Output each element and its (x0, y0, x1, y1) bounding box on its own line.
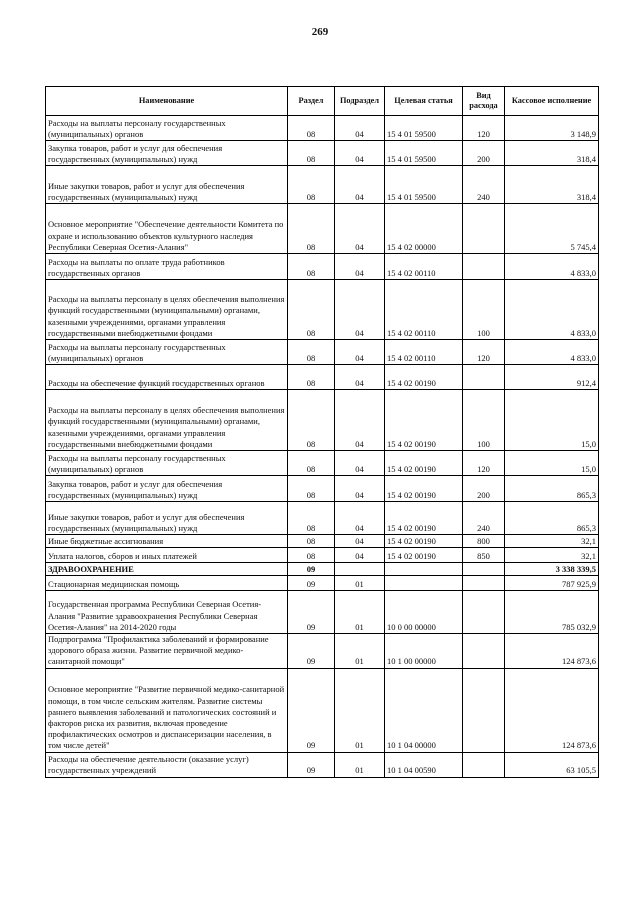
row-amount: 15,0 (505, 390, 599, 451)
row-subsection: 04 (335, 390, 385, 451)
row-name: Расходы на обеспечение деятельности (оказание услуг) государственных учреждений (46, 752, 288, 777)
row-expense-type (463, 576, 505, 591)
row-target-code: 10 0 00 00000 (385, 591, 463, 634)
table-row (46, 340, 599, 365)
row-expense-type: 100 (463, 280, 505, 340)
row-expense-type (463, 591, 505, 634)
table-row (46, 752, 599, 777)
row-section: 08 (288, 340, 335, 365)
table-row (46, 548, 599, 563)
row-name: Расходы на выплаты по оплате труда работников государственных органов (46, 254, 288, 280)
row-name: Государственная программа Республики Северная Осетия-Алания "Развитие здравоохранения Республики Северная Осетия-Алания" на 2014-2020 годы (46, 591, 288, 634)
row-subsection: 01 (335, 752, 385, 777)
row-amount: 5 745,4 (505, 204, 599, 254)
header-name: Наименование (46, 87, 288, 116)
row-target-code: 15 4 02 00110 (385, 254, 463, 280)
page-number: 269 (311, 26, 329, 38)
row-name: Расходы на выплаты персоналу государственных (муниципальных) органов (46, 340, 288, 365)
table-row (46, 563, 599, 576)
row-subsection: 01 (335, 668, 385, 752)
row-amount: 124 873,6 (505, 668, 599, 752)
row-target-code (385, 576, 463, 591)
row-expense-type: 100 (463, 390, 505, 451)
row-subsection: 04 (335, 502, 385, 535)
table-row (46, 116, 599, 141)
row-target-code: 15 4 02 00000 (385, 204, 463, 254)
row-amount: 124 873,6 (505, 634, 599, 669)
expenditure-table (45, 86, 599, 778)
row-amount: 865,3 (505, 502, 599, 535)
row-section: 08 (288, 141, 335, 166)
row-name: Закупка товаров, работ и услуг для обеспечения государственных (муниципальных) нужд (46, 141, 288, 166)
row-amount: 32,1 (505, 535, 599, 548)
row-target-code: 15 4 02 00110 (385, 280, 463, 340)
row-expense-type (463, 254, 505, 280)
row-section: 08 (288, 116, 335, 141)
row-amount: 15,0 (505, 451, 599, 476)
row-section: 09 (288, 563, 335, 576)
table-row (46, 668, 599, 752)
row-expense-type (463, 634, 505, 669)
row-name: Расходы на выплаты персоналу в целях обеспечения выполнения функций государственными (муниципальными) органами, казенными учреждениями, органами управления государственными внебюджетными фондами (46, 390, 288, 451)
table-row (46, 390, 599, 451)
row-target-code: 15 4 01 59500 (385, 141, 463, 166)
row-subsection: 04 (335, 340, 385, 365)
row-section: 09 (288, 576, 335, 591)
row-target-code: 10 1 00 00000 (385, 634, 463, 669)
row-amount: 318,4 (505, 141, 599, 166)
row-amount: 912,4 (505, 365, 599, 390)
header-cash-execution: Кассовое исполнение (505, 87, 599, 116)
row-expense-type: 200 (463, 141, 505, 166)
row-name: Расходы на выплаты персоналу в целях обеспечения выполнения функций государственными (муниципальными) органами, казенными учреждениями, органами управления государственными внебюджетными фондами (46, 280, 288, 340)
row-expense-type: 200 (463, 476, 505, 502)
row-name: Иные закупки товаров, работ и услуг для обеспечения государственных (муниципальных) нужд (46, 502, 288, 535)
row-expense-type (463, 365, 505, 390)
row-amount: 865,3 (505, 476, 599, 502)
table-row (46, 204, 599, 254)
row-amount: 4 833,0 (505, 340, 599, 365)
row-target-code: 15 4 02 00190 (385, 451, 463, 476)
row-section: 09 (288, 591, 335, 634)
row-target-code: 15 4 01 59500 (385, 116, 463, 141)
row-name: Расходы на обеспечение функций государственных органов (46, 365, 288, 390)
row-section: 09 (288, 634, 335, 669)
row-expense-type (463, 752, 505, 777)
row-subsection: 04 (335, 548, 385, 563)
table-row (46, 502, 599, 535)
row-target-code: 15 4 02 00190 (385, 390, 463, 451)
row-expense-type: 120 (463, 451, 505, 476)
row-target-code: 15 4 02 00190 (385, 502, 463, 535)
row-amount: 4 833,0 (505, 280, 599, 340)
row-section: 08 (288, 254, 335, 280)
row-target-code: 15 4 02 00190 (385, 548, 463, 563)
table-row (46, 476, 599, 502)
row-name: Уплата налогов, сборов и иных платежей (46, 548, 288, 563)
row-target-code: 10 1 04 00590 (385, 752, 463, 777)
row-expense-type: 240 (463, 502, 505, 535)
row-amount: 63 105,5 (505, 752, 599, 777)
row-name: Иные закупки товаров, работ и услуг для обеспечения государственных (муниципальных) нужд (46, 166, 288, 204)
row-expense-type: 120 (463, 116, 505, 141)
table-row (46, 451, 599, 476)
row-subsection: 04 (335, 116, 385, 141)
row-expense-type (463, 668, 505, 752)
row-name: Основное мероприятие "Развитие первичной медико-санитарной помощи, в том числе сельским жителям. Развитие системы раннего выявления заболеваний и патологических состояний и факторов риска их развития, включая проведение профилактических осмотров и диспансеризации населения, в том числе детей" (46, 668, 288, 752)
row-subsection: 04 (335, 166, 385, 204)
row-amount: 4 833,0 (505, 254, 599, 280)
row-section: 08 (288, 204, 335, 254)
row-expense-type: 120 (463, 340, 505, 365)
row-subsection (335, 563, 385, 576)
row-target-code: 15 4 02 00190 (385, 535, 463, 548)
table-row (46, 254, 599, 280)
row-section: 08 (288, 548, 335, 563)
table-row (46, 365, 599, 390)
row-expense-type: 850 (463, 548, 505, 563)
table-row (46, 634, 599, 669)
header-subsection: Подраздел (335, 87, 385, 116)
row-subsection: 04 (335, 280, 385, 340)
table-row (46, 280, 599, 340)
row-section: 08 (288, 365, 335, 390)
row-name: Подпрограмма "Профилактика заболеваний и формирование здорового образа жизни. Развитие первичной медико-санитарной помощи" (46, 634, 288, 669)
row-name: Основное мероприятие "Обеспечение деятельности Комитета по охране и использованию объектов культурного наследия Республики Северная Осетия-Алания" (46, 204, 288, 254)
row-section: 08 (288, 166, 335, 204)
row-subsection: 04 (335, 451, 385, 476)
row-target-code: 15 4 02 00190 (385, 365, 463, 390)
row-name: Расходы на выплаты персоналу государственных (муниципальных) органов (46, 451, 288, 476)
row-target-code (385, 563, 463, 576)
row-name: Стационарная медицинская помощь (46, 576, 288, 591)
table-header-row (46, 87, 599, 116)
row-section: 08 (288, 280, 335, 340)
row-expense-type: 240 (463, 166, 505, 204)
header-expense-type: Вид расхода (463, 87, 505, 116)
row-subsection: 01 (335, 591, 385, 634)
row-subsection: 04 (335, 254, 385, 280)
row-name: Расходы на выплаты персоналу государственных (муниципальных) органов (46, 116, 288, 141)
row-section: 09 (288, 668, 335, 752)
row-section: 09 (288, 752, 335, 777)
table-row (46, 576, 599, 591)
table-row (46, 141, 599, 166)
row-section: 08 (288, 451, 335, 476)
row-amount: 787 925,9 (505, 576, 599, 591)
row-target-code: 15 4 02 00190 (385, 476, 463, 502)
row-amount: 785 032,9 (505, 591, 599, 634)
table-row (46, 591, 599, 634)
row-expense-type (463, 204, 505, 254)
row-target-code: 15 4 02 00110 (385, 340, 463, 365)
row-expense-type (463, 563, 505, 576)
row-subsection: 04 (335, 535, 385, 548)
row-section: 08 (288, 502, 335, 535)
row-name: ЗДРАВООХРАНЕНИЕ (46, 563, 288, 576)
table-row (46, 166, 599, 204)
row-target-code: 10 1 04 00000 (385, 668, 463, 752)
row-name: Закупка товаров, работ и услуг для обеспечения государственных (муниципальных) нужд (46, 476, 288, 502)
row-section: 08 (288, 476, 335, 502)
row-amount: 318,4 (505, 166, 599, 204)
row-amount: 3 338 339,5 (505, 563, 599, 576)
header-section: Раздел (288, 87, 335, 116)
row-subsection: 04 (335, 204, 385, 254)
table-body (46, 116, 599, 778)
row-target-code: 15 4 01 59500 (385, 166, 463, 204)
row-amount: 32,1 (505, 548, 599, 563)
row-subsection: 04 (335, 365, 385, 390)
row-amount: 3 148,9 (505, 116, 599, 141)
row-subsection: 04 (335, 141, 385, 166)
row-section: 08 (288, 535, 335, 548)
row-section: 08 (288, 390, 335, 451)
row-subsection: 04 (335, 476, 385, 502)
table-row (46, 535, 599, 548)
row-subsection: 01 (335, 634, 385, 669)
header-target-code: Целевая статья (385, 87, 463, 116)
row-expense-type: 800 (463, 535, 505, 548)
row-subsection: 01 (335, 576, 385, 591)
row-name: Иные бюджетные ассигнования (46, 535, 288, 548)
